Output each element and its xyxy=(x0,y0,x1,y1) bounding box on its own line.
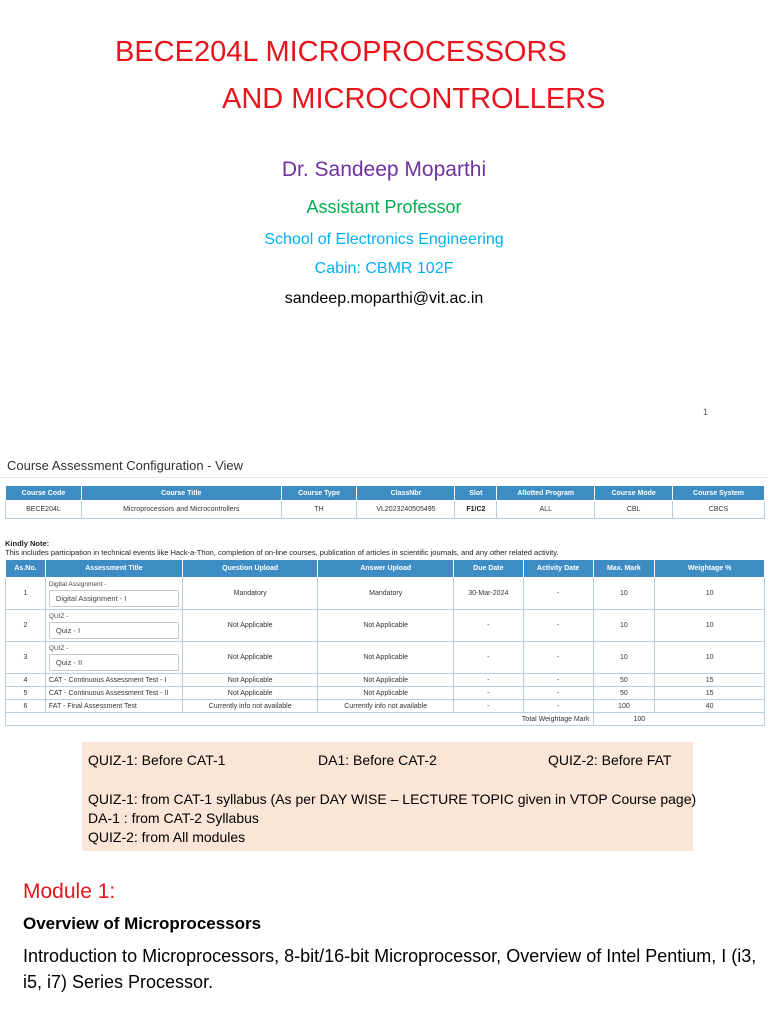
assessment-header-row xyxy=(6,560,765,578)
slide-title-line2: AND MICROCONTROLLERS xyxy=(222,83,606,115)
quiz2-syllabus: QUIZ-2: from All modules xyxy=(88,829,246,845)
assessment-subtitle-field[interactable]: Quiz - I xyxy=(49,622,179,639)
course-cell: Microprocessors and Microcontrollers xyxy=(81,501,281,519)
assessment-header-cell: Assessment Title xyxy=(45,560,182,578)
table-row xyxy=(6,610,765,642)
assessment-title: Digital Assignment - xyxy=(48,580,107,588)
presenter-school: School of Electronics Engineering xyxy=(264,231,504,248)
kindly-note-text: This includes participation in technical events like Hack-a-Thon, completion of on-line courses, publication of articles in scientific journals, and any other related activity. xyxy=(5,548,559,557)
quiz2-when: QUIZ-2: Before FAT xyxy=(548,752,672,768)
course-header-cell: Course Mode xyxy=(595,486,673,501)
question-upload: Not Applicable xyxy=(182,687,318,700)
course-cell: ALL xyxy=(497,501,595,519)
max-mark: 50 xyxy=(593,687,655,700)
assessment-header-cell: Weightage % xyxy=(655,560,765,578)
due-date: - xyxy=(453,674,523,687)
question-upload: Currently info not available xyxy=(182,700,318,713)
presenter-cabin: Cabin: CBMR 102F xyxy=(314,260,454,277)
assessment-title: QUIZ - xyxy=(48,612,69,620)
question-upload: Not Applicable xyxy=(182,642,318,674)
course-header-cell: Course Type xyxy=(281,486,357,501)
assessment-header-cell: Answer Upload xyxy=(318,560,454,578)
presenter-designation: Assistant Professor xyxy=(306,197,462,217)
page-number: 1 xyxy=(703,407,709,417)
weightage: 10 xyxy=(655,642,765,674)
assessment-title-cell xyxy=(45,610,182,642)
schedule-box xyxy=(82,742,697,851)
row-number: 1 xyxy=(6,578,46,610)
course-cell: CBCS xyxy=(673,501,765,519)
assessment-subtitle-field[interactable]: Digital Assignment - I xyxy=(49,590,179,607)
total-label: Total Weightage Mark xyxy=(6,713,594,726)
module-label: Module 1: xyxy=(23,880,116,903)
activity-date: - xyxy=(523,700,593,713)
row-number: 2 xyxy=(6,610,46,642)
table-row xyxy=(6,578,765,610)
weightage: 40 xyxy=(655,700,765,713)
answer-upload: Mandatory xyxy=(318,578,454,610)
max-mark: 100 xyxy=(593,700,655,713)
assessment-title: QUIZ - xyxy=(48,644,69,652)
course-header-cell: Allotted Program xyxy=(497,486,595,501)
course-header-cell: ClassNbr xyxy=(357,486,455,501)
assessment-table xyxy=(5,559,765,726)
answer-upload: Not Applicable xyxy=(318,610,454,642)
weightage: 15 xyxy=(655,687,765,700)
answer-upload: Currently info not available xyxy=(318,700,454,713)
due-date: - xyxy=(453,642,523,674)
presenter-email: sandeep.moparthi@vit.ac.in xyxy=(284,290,484,307)
assessment-header-cell: As.No. xyxy=(6,560,46,578)
divider xyxy=(0,477,768,478)
assessment-header-cell: Max. Mark xyxy=(593,560,655,578)
course-cell: BECE204L xyxy=(6,501,82,519)
assessment-view-title: Course Assessment Configuration - View xyxy=(7,458,244,473)
course-cell: TH xyxy=(281,501,357,519)
assessment-title-cell xyxy=(45,642,182,674)
course-header-cell: Course Code xyxy=(6,486,82,501)
course-header-cell: Slot xyxy=(455,486,497,501)
table-row xyxy=(6,642,765,674)
row-number: 3 xyxy=(6,642,46,674)
activity-date: - xyxy=(523,610,593,642)
assessment-title: FAT - Final Assessment Test xyxy=(45,700,182,713)
quiz1-when: QUIZ-1: Before CAT-1 xyxy=(88,752,226,768)
assessment-title-cell xyxy=(45,578,182,610)
due-date: - xyxy=(453,610,523,642)
max-mark: 50 xyxy=(593,674,655,687)
activity-date: - xyxy=(523,674,593,687)
answer-upload: Not Applicable xyxy=(318,642,454,674)
max-mark: 10 xyxy=(593,642,655,674)
assessment-header-cell: Activity Date xyxy=(523,560,593,578)
row-number: 5 xyxy=(6,687,46,700)
activity-date: - xyxy=(523,642,593,674)
due-date: - xyxy=(453,687,523,700)
max-mark: 10 xyxy=(593,610,655,642)
table-row xyxy=(6,674,765,687)
module-description: Introduction to Microprocessors, 8-bit/16-bit Microprocessor, Overview of Intel Pentium, I (i3, i5, i7) Series Processor. xyxy=(23,946,757,992)
question-upload: Mandatory xyxy=(182,578,318,610)
da1-when: DA1: Before CAT-2 xyxy=(318,752,437,768)
answer-upload: Not Applicable xyxy=(318,674,454,687)
question-upload: Not Applicable xyxy=(182,610,318,642)
course-slot-cell: F1/C2 xyxy=(455,501,497,519)
assessment-title: CAT - Continuous Assessment Test - I xyxy=(45,674,182,687)
due-date: 30-Mar-2024 xyxy=(453,578,523,610)
slide-title-line1: BECE204L MICROPROCESSORS xyxy=(115,36,567,68)
da1-syllabus: DA-1 : from CAT-2 Syllabus xyxy=(88,810,259,826)
total-value: 100 xyxy=(593,713,765,726)
module-subtitle: Overview of Microprocessors xyxy=(23,914,262,933)
answer-upload: Not Applicable xyxy=(318,687,454,700)
assessment-title: CAT - Continuous Assessment Test - II xyxy=(45,687,182,700)
weightage: 15 xyxy=(655,674,765,687)
due-date: - xyxy=(453,700,523,713)
course-header-row xyxy=(6,486,765,501)
max-mark: 10 xyxy=(593,578,655,610)
course-info-table xyxy=(5,485,765,519)
course-header-cell: Course System xyxy=(673,486,765,501)
table-row xyxy=(6,700,765,713)
assessment-subtitle-field[interactable]: Quiz - II xyxy=(49,654,179,671)
presenter-name: Dr. Sandeep Moparthi xyxy=(281,158,487,181)
activity-date: - xyxy=(523,578,593,610)
row-number: 4 xyxy=(6,674,46,687)
assessment-header-cell: Question Upload xyxy=(182,560,318,578)
row-number: 6 xyxy=(6,700,46,713)
kindly-note-label: Kindly Note: xyxy=(5,539,50,548)
weightage: 10 xyxy=(655,610,765,642)
assessment-header-cell: Due Date xyxy=(453,560,523,578)
total-row xyxy=(6,713,765,726)
question-upload: Not Applicable xyxy=(182,674,318,687)
weightage: 10 xyxy=(655,578,765,610)
course-row xyxy=(6,501,765,519)
course-header-cell: Course Title xyxy=(81,486,281,501)
course-cell: CBL xyxy=(595,501,673,519)
activity-date: - xyxy=(523,687,593,700)
course-cell: VL2023240505495 xyxy=(357,501,455,519)
table-row xyxy=(6,687,765,700)
quiz1-syllabus: QUIZ-1: from CAT-1 syllabus (As per DAY WISE – LECTURE TOPIC given in VTOP Course page) xyxy=(88,791,697,807)
